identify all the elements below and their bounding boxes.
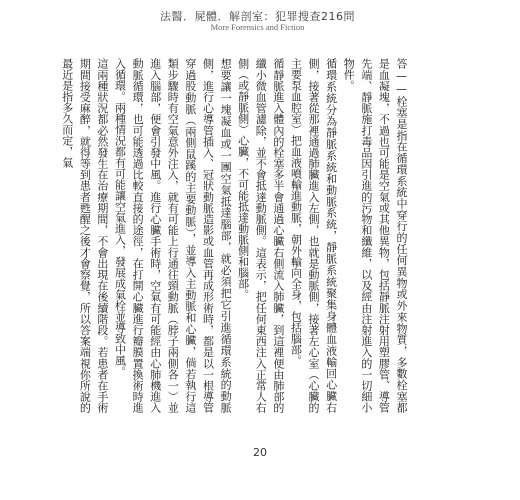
running-header-subtitle: More Forensics and Fiction bbox=[210, 22, 305, 32]
paragraph: 想要讓一塊凝血或一團空氣抵達腦部，就必須把它引進循環系統的動脈側，進行心導管插入、冠狀動脈造影或血管再成形術時，都是以一根導管穿過股動脈（兩側鼠蹊的主要動脈），並導入主動脈和心臟，倘若執行這類步驟時有空氣意外注入，就有可能上行通往頸動脈（脖子兩側各一）並進入腦部，便會引發中風。進行心臟手術時，空氣有可能經由心肺機進入動脈循環，也可能透過比較直接的途徑，在打開心臟進行瓣膜置換術時進入循環。兩種情況都有可能讓空氣進入，發展成氣栓並導致中風。 bbox=[113, 58, 233, 413]
running-header-title: 法醫．屍體．解剖室：犯罪搜查216問 bbox=[160, 10, 355, 23]
paragraph: 答——栓塞是指在循環系統中穿行的任何異物或外來物質，多數栓塞都是血凝塊，不過也可能是空氣或其他異物，包括靜脈注射用塑膠管、導管先端、靜脈施打毒品因引進的污物和纖維，以及經由注射進入的一切細小物件。 bbox=[342, 58, 408, 413]
body-text bbox=[60, 58, 410, 413]
paragraph: 循環系統分為靜脈系統和動脈系統，靜脈系統聚集身體血液輸回心臟右側，接著從那裡通過肺臟進入左側，也就是動脈側，接著左心室（心臟的主要泵血腔室）把血液噴輸進動脈，朝外輸向全身，包括腦部。 bbox=[289, 58, 338, 413]
paragraph: 這兩種狀況都必然發生在治療期間，不會出現在後續階段。若患者在手術期間接受麻醉，就得等到患者甦醒之後才會察覺，所以答案端視你所說的最近是指多久而定，氣 bbox=[60, 58, 109, 413]
page-number: 20 bbox=[253, 446, 267, 459]
paragraph: 循靜脈進入體內的栓塞多半會通過心臟右側流入肺臟，到這裡便由肺部的纖小微血管濾除，並不會抵達動脈側。這表示，把任何東西注入正常人右側（或靜脈側）心臟，不可能抵達動脈側和腦部。 bbox=[236, 58, 285, 413]
